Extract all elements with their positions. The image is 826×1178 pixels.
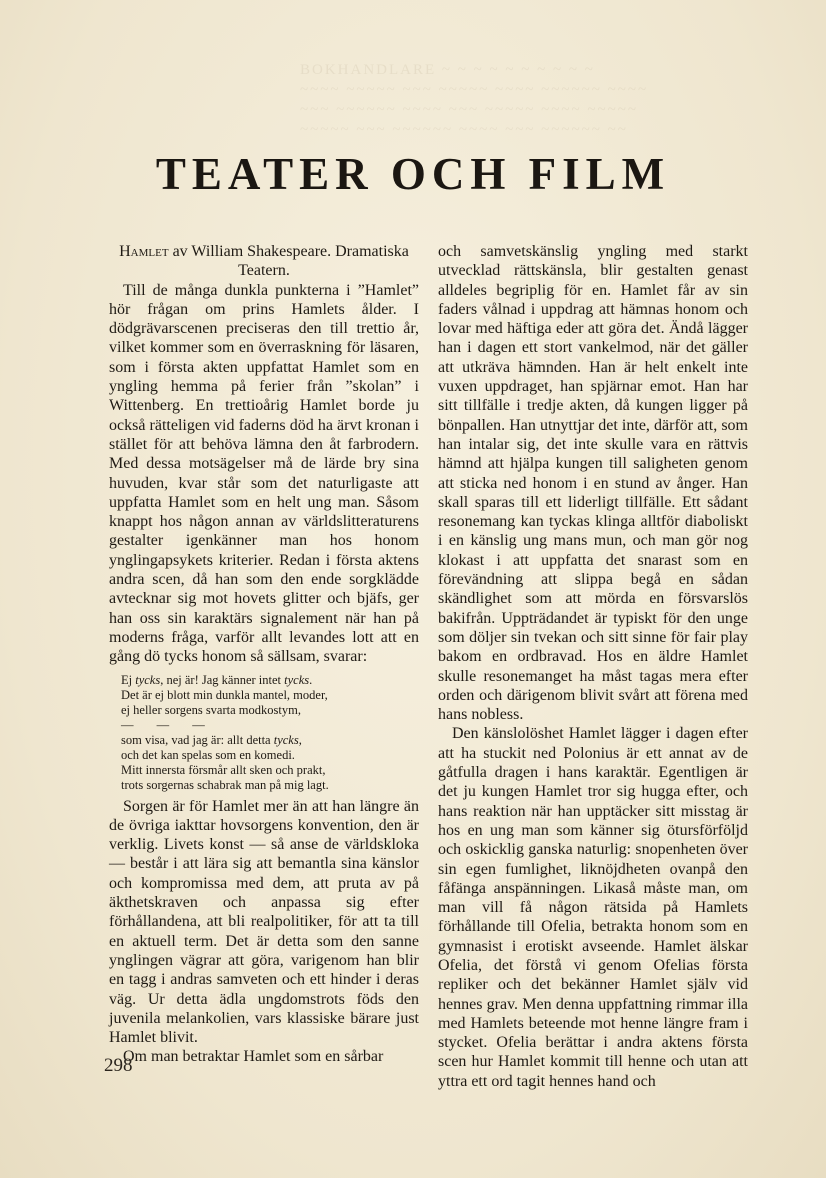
verse-line: Ej tycks, nej är! Jag känner intet tycks. <box>121 672 313 687</box>
paragraph: Om man betraktar Hamlet som en sårbar <box>123 1048 384 1066</box>
verse-separator: — — — <box>121 717 215 732</box>
review-heading-rest: av William Shakespeare. Dramatiska Teatern. <box>172 243 409 280</box>
verse-line: Det är ej blott min dunkla mantel, moder, <box>121 687 328 702</box>
left-column <box>109 242 419 1067</box>
play-title: Hamlet <box>119 243 169 260</box>
verse-quote <box>121 673 419 793</box>
verse-line: ej heller sorgens svarta modkostym, <box>121 702 301 717</box>
paragraph: Sorgen är för Hamlet mer än att han längre än de övriga iakttar hovsorgens konvention, den är verklig. Livets konst — så anse de världskloka — består i att lära sig att bemantla sina känslor och kompromissa med dem, att pruta av på äkthetskraven och anpassa sig efter förhållandena, att bli realpolitiker, för att ta till en aktuell term. Det är detta som den sanne ynglingen vägrar att göra, varigenom han blir en tagg i andras samveten och ett hinder i deras väg. Ur detta ädla ungdomstrots föds den juvenila melankolien, vars klassiske bärare just Hamlet blivit. <box>109 797 419 1047</box>
page-title: TEATER OCH FILM <box>155 149 671 199</box>
verse-line: Mitt innersta försmår allt sken och prakt, <box>121 762 326 777</box>
page-number: 298 <box>104 1055 133 1076</box>
review-heading <box>109 242 419 281</box>
verse-line: som visa, vad jag är: allt detta tycks, <box>121 732 302 747</box>
paragraph: Till de många dunkla punkterna i ”Hamlet” hör frågan om prins Hamlets ålder. I dödgrävarscenen preciseras den till trettio år, vilket kommer som en överraskning för läsaren, som i första akten uppfattat Hamlet som en yngling hemma på ferier från ”skolan” i Wittenberg. En trettioårig Hamlet borde ju också rätteligen vid faderns död ha ärvt kronan i stället för att behöva lämna den åt farbrodern. Med dessa motsägelser må de lärde bry sina huvuden, kvar står som det naturligaste att uppfatta Hamlet som en helt ung man. Såsom knappt hos någon annan av världslitteraturens gestalter igenkänner man hos honom ynglingapsykets kriterier. Redan i första aktens andra scen, då han som den ende sorgklädde avtecknar sig mot hovets glitter och bjäfs, ger han oss sin karaktärs signalement när han på moderns fråga, varför allt levandes lott att en gång dö tycks honom så sällsam, svarar: <box>109 281 419 666</box>
verse-line: och det kan spelas som en komedi. <box>121 747 295 762</box>
bleed-through-text: BOKHANDLARE ~ ~ ~ ~ ~ ~ ~ ~ ~ ~ ~~~~ ~~~~~ ~~~ ~~~~~ ~~~~ ~~~~~~ ~~~~ ~~~ ~~~~~~ ~~~~ ~~~ ~~~~~ ~~~~ ~~~~~ ~~~~~ ~~~ ~~~~~~ ~~~~ ~~~ ~~~~~~ ~~ <box>300 62 649 138</box>
verse-line: trots sorgernas schabrak man på mig lagt. <box>121 777 329 792</box>
paragraph: och samvetskänslig yngling med starkt utvecklad rättskänsla, blir gestalten genast alldeles begriplig för en. Hamlet får av sin faders vålnad i uppdrag att hämnas honom och lovar med häftiga eder att göra det. Ändå lägger han i dagen ett stort vankelmod, när det gäller att utkräva hämnden. Han är helt enkelt inte vuxen uppdraget, han spjärnar emot. Han har sitt tillfälle i tredje akten, då kungen ligger på bönpallen. Han utnyttjar det inte, därför att, som han intalar sig, det inte skulle vara en rättvis hämnd att hjälpa kungen till saligheten genom att sticka ned honom i en stund av ånger. Han skall sparas till ett liderligt tillfälle. Ett sådant resonemang kan tyckas klinga alltför diaboliskt i en känslig ung mans mun, och man gör nog klokast i att uppfatta det snarast som en förevändning att slippa begå en sådan skändlighet som att mörda en försvarslös bakifrån. Uppträdandet är typiskt för den unge som döljer sin tvekan och sitt sinne för fair play bakom en ordbravad. Hos en äldre Hamlet skulle resonemanget ha måst tagas mera efter orden och därigenom blivit svårt att förena med hans nobless. <box>438 243 748 724</box>
paragraph: Den känslolöshet Hamlet lägger i dagen efter att ha stuckit ned Polonius är ett annat av de gåtfulla dragen i hans karaktär. Egentligen är det ju kungen Hamlet tror sig hugga efter, och hans reaktion när han upptäcker sitt misstag är hos en ung man som känner sig ötursförföljd och oskicklig ganska naturlig: snopenheten över sin egen fumlighet, liknöjdheten ovanpå den fåfänga anspänningen. Likaså måste man, om man vill få någon rätsida på Hamlets förhållande till Ofelia, betrakta honom som en gymnasist i erotiskt avseende. Hamlet älskar Ofelia, det förstå vi genom Ofelias första repliker och det bekänner Hamlet själv vid hennes grav. Men denna uppfattning rimmar illa med Hamlets beteende mot henne längre fram i stycket. Ofelia berättar i andra aktens första scen hur Hamlet kommit till henne och utan att yttra ett ord tagit hennes hand och <box>438 725 748 1090</box>
right-column <box>438 242 748 1091</box>
